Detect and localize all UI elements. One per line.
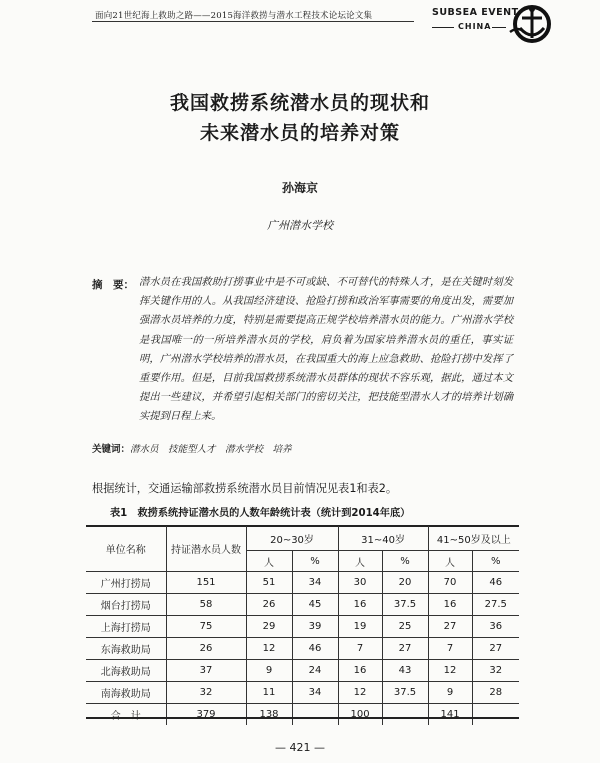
running-header [0,0,600,60]
cell-total: 37 [166,660,246,682]
cell-percent: 27 [472,638,519,660]
table-row [86,616,519,638]
total-group-31-40: 100 [338,704,382,726]
cell-count: 29 [246,616,292,638]
logo-text-bottom: CHINA [458,22,492,31]
cell-count: 19 [338,616,382,638]
cell-unit: 南海救助局 [86,682,166,704]
cell-count: 12 [428,660,472,682]
table-bottom-rule [86,717,519,719]
cell-unit: 上海打捞局 [86,616,166,638]
abstract-text: 潜水员在我国救助打捞事业中是不可或缺、不可替代的特殊人才，是在关键时刻发挥关键作用的人。从我国经济建设、抢险打捞和政治军事需要的角度出发，需要加强潜水员培养的力度，特别是需要提高正规学校培养潜水员的能力。广州潜水学校是我国唯一的一所培养潜水员的学校，肩负着为国家培养潜水员的重任，事实证明，广州潜水学校培养的潜水员，在我国重大的海上应急救助、抢险打捞中发挥了重要作用。但是，目前我国救捞系统潜水员群体的现状不容乐观，据此，通过本文提出一些建议，并希望引起相关部门的密切关注，把技能型潜水人才的培养计划确实提到日程上来。 [139,276,513,423]
cell-percent: 46 [472,572,519,594]
cell-percent: 24 [292,660,338,682]
keywords-text: 潜水员 技能型人才 潜水学校 培养 [130,444,292,455]
cell-percent: 37.5 [382,594,428,616]
keywords [92,441,292,455]
cell-percent: 27.5 [472,594,519,616]
anchor-emblem-icon [508,2,554,46]
page-number: — 421 — [275,741,325,754]
cell-total: 32 [166,682,246,704]
header-count: 持证潜水员人数 [166,526,246,572]
cell-percent: 32 [472,660,519,682]
total-group-41-50: 141 [428,704,472,726]
cell-count: 51 [246,572,292,594]
cell-percent: 20 [382,572,428,594]
cell-total: 151 [166,572,246,594]
header-series-title: 面向21世纪海上救助之路——2015海洋救捞与潜水工程技术论坛论文集 [95,11,373,21]
cell-unit: 北海救助局 [86,660,166,682]
abstract-label: 摘 要： [92,279,134,291]
cell-percent: 45 [292,594,338,616]
title-line-2: 未来潜水员的培养对策 [199,122,400,144]
cell-count: 30 [338,572,382,594]
total-empty [472,704,519,726]
total-group-20-30: 138 [246,704,292,726]
cell-percent: 46 [292,638,338,660]
cell-total: 75 [166,616,246,638]
cell-percent: 39 [292,616,338,638]
cell-count: 26 [246,594,292,616]
cell-total: 58 [166,594,246,616]
cell-count: 27 [428,616,472,638]
cell-percent: 43 [382,660,428,682]
cell-count: 11 [246,682,292,704]
cell-percent: 34 [292,572,338,594]
subheader-percent: % [292,551,338,572]
author-name: 孙海京 [281,181,318,195]
total-label: 合 计 [86,704,166,726]
subheader-person: 人 [246,551,292,572]
logo-rule-right [492,27,506,28]
table-row [86,572,519,594]
cell-count: 7 [428,638,472,660]
table-row [86,682,519,704]
cell-count: 12 [338,682,382,704]
cell-count: 12 [246,638,292,660]
table-header-row [86,526,519,551]
subheader-person: 人 [338,551,382,572]
cell-count: 7 [338,638,382,660]
total-count: 379 [166,704,246,726]
age-statistics-table [86,526,519,725]
subheader-percent: % [472,551,519,572]
cell-count: 16 [428,594,472,616]
total-empty [382,704,428,726]
title-line-1: 我国救捞系统潜水员的现状和 [169,92,430,114]
cell-count: 9 [246,660,292,682]
table-total-row [86,704,519,726]
cell-percent: 27 [382,638,428,660]
total-empty [292,704,338,726]
cell-percent: 25 [382,616,428,638]
table-row [86,638,519,660]
header-group-31-40: 31~40岁 [338,526,428,551]
table-caption: 表1 救捞系统持证潜水员的人数年龄统计表（统计到2014年底） [110,508,411,519]
cell-percent: 37.5 [382,682,428,704]
cell-unit: 烟台打捞局 [86,594,166,616]
table-row [86,594,519,616]
cell-total: 26 [166,638,246,660]
cell-count: 16 [338,660,382,682]
cell-count: 16 [338,594,382,616]
logo-rule-left [432,27,454,28]
subheader-person: 人 [428,551,472,572]
table-row [86,660,519,682]
cell-count: 9 [428,682,472,704]
cell-percent: 36 [472,616,519,638]
cell-percent: 34 [292,682,338,704]
affiliation: 广州潜水学校 [267,219,333,232]
intro-paragraph: 根据统计，交通运输部救捞系统潜水员目前情况见表1和表2。 [92,482,398,495]
cell-percent: 28 [472,682,519,704]
cell-unit: 广州打捞局 [86,572,166,594]
header-group-20-30: 20~30岁 [246,526,338,551]
subheader-percent: % [382,551,428,572]
header-rule [92,21,414,22]
header-group-41-50: 41~50岁及以上 [428,526,519,551]
keywords-label: 关键词： [92,444,131,455]
logo-text-top: SUBSEA EVENT [432,7,519,18]
cell-unit: 东海救助局 [86,638,166,660]
header-unit: 单位名称 [86,526,166,572]
cell-count: 70 [428,572,472,594]
